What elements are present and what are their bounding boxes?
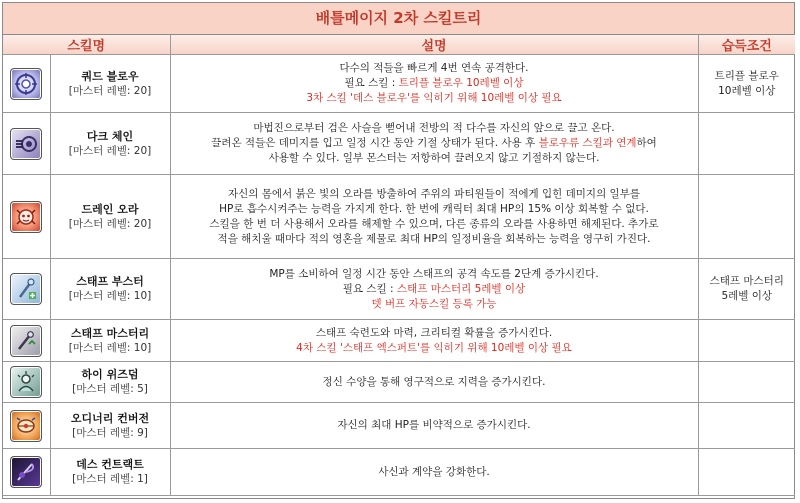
skill-master-level: [마스터 레벨: 5] bbox=[72, 383, 148, 395]
sheet-title: 배틀메이지 2차 스킬트리 bbox=[3, 3, 794, 35]
skill-row bbox=[3, 362, 795, 403]
skill-row bbox=[3, 113, 795, 175]
skill-name: 다크 체인 bbox=[86, 129, 134, 143]
skill-description: 스태프 숙련도와 마력, 크리티컬 확률을 증가시킨다. 4차 스킬 '스태프 엑스퍼트'를 익히기 위해 10레벨 이상 필요 bbox=[170, 320, 698, 362]
skill-row bbox=[3, 259, 795, 320]
skill-condition bbox=[698, 175, 795, 259]
skill-master-level: [마스터 레벨: 1] bbox=[72, 473, 148, 485]
skill-tree-sheet bbox=[2, 2, 795, 499]
header-condition: 습득조건 bbox=[698, 35, 795, 55]
skill-name: 스태프 마스터리 bbox=[70, 326, 150, 340]
skill-master-level: [마스터 레벨: 10] bbox=[68, 341, 152, 354]
skill-condition bbox=[698, 449, 795, 496]
skill-description: 다수의 적들을 빠르게 4번 연속 공격한다. 필요 스킬 : 트리플 블로우 10레벨 이상 3차 스킬 '데스 블로우'를 익히기 위해 10레벨 이상 필요 bbox=[170, 55, 698, 113]
skill-description: 자신의 최대 HP를 비약적으로 증가시킨다. bbox=[170, 403, 698, 449]
skill-description: 정신 수양을 통해 영구적으로 지력을 증가시킨다. bbox=[170, 362, 698, 403]
skill-condition bbox=[698, 320, 795, 362]
skill-row bbox=[3, 320, 795, 362]
skill-condition bbox=[698, 113, 795, 175]
skill-master-level: [마스터 레벨: 20] bbox=[68, 144, 152, 157]
skill-description: 자신의 몸에서 붉은 빛의 오라를 방출하여 주위의 파티원들이 적에게 입힌 데미지의 일부를 HP로 흡수시켜주는 능력을 가지게 한다. 한 번에 캐릭터 최대 HP의 15% 이상 회복할 수 없다. 스킬을 한 번 더 사용해서 오라를 해제할 수 있으며, 다른 종류의 오라를 사용하면 해제된다. 추가로 적을 해치울 때마다 적의 영혼을 제물로 최대 HP의 일정비율을 회복하는 능력을 영구히 가진다. bbox=[170, 175, 698, 259]
skill-description: 마법진으로부터 검은 사슬을 뻗어내 전방의 적 다수를 자신의 앞으로 끌고 온다. 끌려온 적들은 데미지를 입고 일정 시간 동안 기절 상태가 된다. 사용 후 블로우류 스킬과 연계하여 사용할 수 있다. 일부 몬스터는 저항하여 끌려오지 않고 기절하지 않는다. bbox=[170, 113, 698, 175]
staff-mastery-icon bbox=[10, 325, 42, 357]
header-skill-name: 스킬명 bbox=[3, 35, 170, 55]
high-wisdom-icon bbox=[10, 366, 42, 398]
skill-condition bbox=[698, 362, 795, 403]
death-contract-icon bbox=[10, 456, 42, 488]
skill-row bbox=[3, 449, 795, 496]
dark-chain-icon bbox=[10, 128, 42, 160]
skill-condition: 트리플 블로우 10레벨 이상 bbox=[698, 55, 795, 113]
skill-condition: 스태프 마스터리 5레벨 이상 bbox=[698, 259, 795, 320]
header-row bbox=[3, 35, 795, 55]
drain-aura-icon bbox=[10, 201, 42, 233]
skill-table bbox=[3, 35, 795, 496]
skill-description: 사신과 계약을 강화한다. bbox=[170, 449, 698, 496]
quad-blow-icon bbox=[10, 68, 42, 100]
skill-row bbox=[3, 55, 795, 113]
skill-name: 스태프 부스터 bbox=[76, 275, 144, 288]
skill-master-level: [마스터 레벨: 20] bbox=[68, 84, 152, 97]
skill-name: 데스 컨트랙트 bbox=[76, 458, 144, 471]
ordinary-conversion-icon bbox=[10, 410, 42, 442]
skill-master-level: [마스터 레벨: 10] bbox=[68, 290, 152, 302]
skill-name: 오디너리 컨버전 bbox=[70, 411, 150, 425]
skill-name: 드레인 오라 bbox=[81, 202, 139, 216]
skill-condition bbox=[698, 403, 795, 449]
skill-row bbox=[3, 403, 795, 449]
skill-name: 하이 위즈덤 bbox=[81, 368, 139, 381]
skill-row bbox=[3, 175, 795, 259]
staff-booster-icon bbox=[10, 273, 42, 305]
skill-master-level: [마스터 레벨: 20] bbox=[68, 217, 152, 230]
header-description: 설명 bbox=[170, 35, 698, 55]
skill-name: 쿼드 블로우 bbox=[81, 69, 139, 83]
skill-master-level: [마스터 레벨: 9] bbox=[72, 426, 148, 439]
skill-description: MP를 소비하여 일정 시간 동안 스태프의 공격 속도를 2단계 증가시킨다. 필요 스킬 : 스태프 마스터리 5레벨 이상 뎃 버프 자동스킬 등록 가능 bbox=[170, 259, 698, 320]
